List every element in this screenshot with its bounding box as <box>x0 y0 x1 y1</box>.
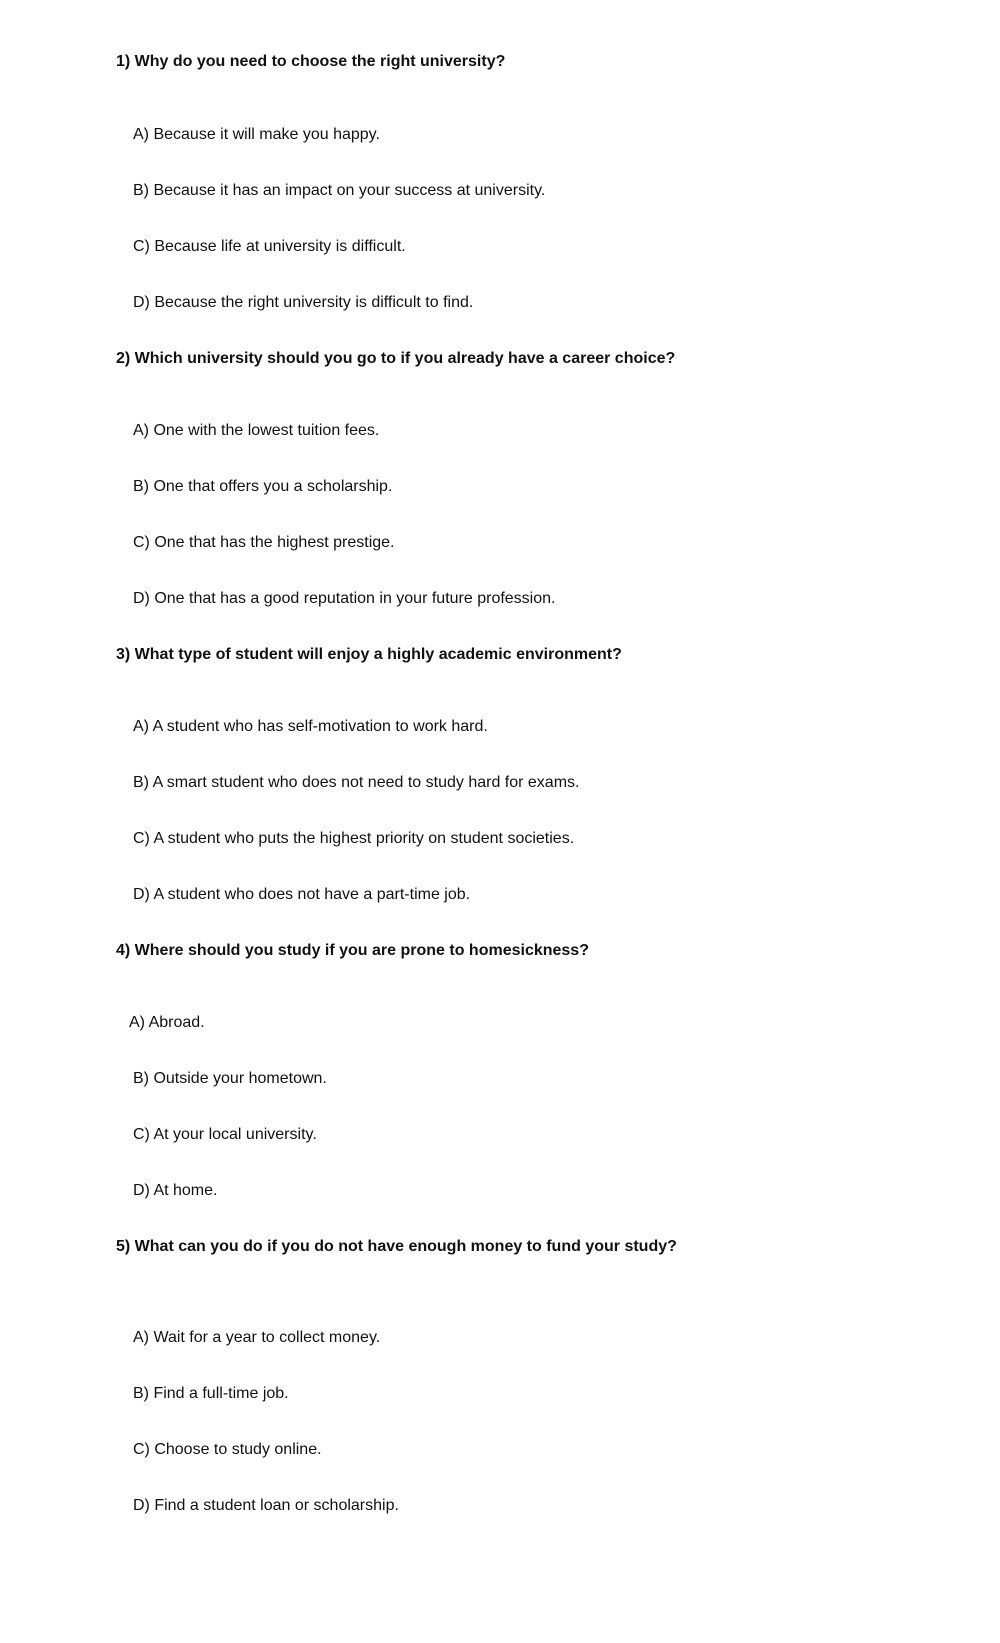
question-3-option-c: C) A student who puts the highest priority on student societies. <box>133 830 575 847</box>
question-3-option-d: D) A student who does not have a part-time job. <box>133 886 471 903</box>
question-2-option-a: A) One with the lowest tuition fees. <box>133 422 380 439</box>
question-4-option-b: B) Outside your hometown. <box>133 1070 327 1087</box>
question-2: 2) Which university should you go to if you already have a career choice? <box>116 350 676 367</box>
question-1-option-b: B) Because it has an impact on your success at university. <box>133 182 546 199</box>
question-1-option-c: C) Because life at university is difficult. <box>133 238 406 255</box>
question-3-option-a: A) A student who has self-motivation to work hard. <box>133 718 488 735</box>
question-3-option-b: B) A smart student who does not need to study hard for exams. <box>133 774 580 791</box>
question-5-option-c: C) Choose to study online. <box>133 1441 322 1458</box>
question-5-option-b: B) Find a full-time job. <box>133 1385 289 1402</box>
question-3: 3) What type of student will enjoy a highly academic environment? <box>116 646 622 663</box>
question-1: 1) Why do you need to choose the right university? <box>116 53 506 70</box>
question-2-option-b: B) One that offers you a scholarship. <box>133 478 393 495</box>
question-1-option-d: D) Because the right university is difficult to find. <box>133 294 474 311</box>
question-1-option-a: A) Because it will make you happy. <box>133 126 380 143</box>
question-5-option-a: A) Wait for a year to collect money. <box>133 1329 381 1346</box>
question-4-option-d: D) At home. <box>133 1182 218 1199</box>
question-2-option-c: C) One that has the highest prestige. <box>133 534 395 551</box>
question-5: 5) What can you do if you do not have enough money to fund your study? <box>116 1238 677 1255</box>
question-4-option-a: A) Abroad. <box>129 1014 205 1031</box>
question-5-option-d: D) Find a student loan or scholarship. <box>133 1497 399 1514</box>
question-4: 4) Where should you study if you are prone to homesickness? <box>116 942 589 959</box>
question-2-option-d: D) One that has a good reputation in your future profession. <box>133 590 556 607</box>
question-4-option-c: C) At your local university. <box>133 1126 317 1143</box>
